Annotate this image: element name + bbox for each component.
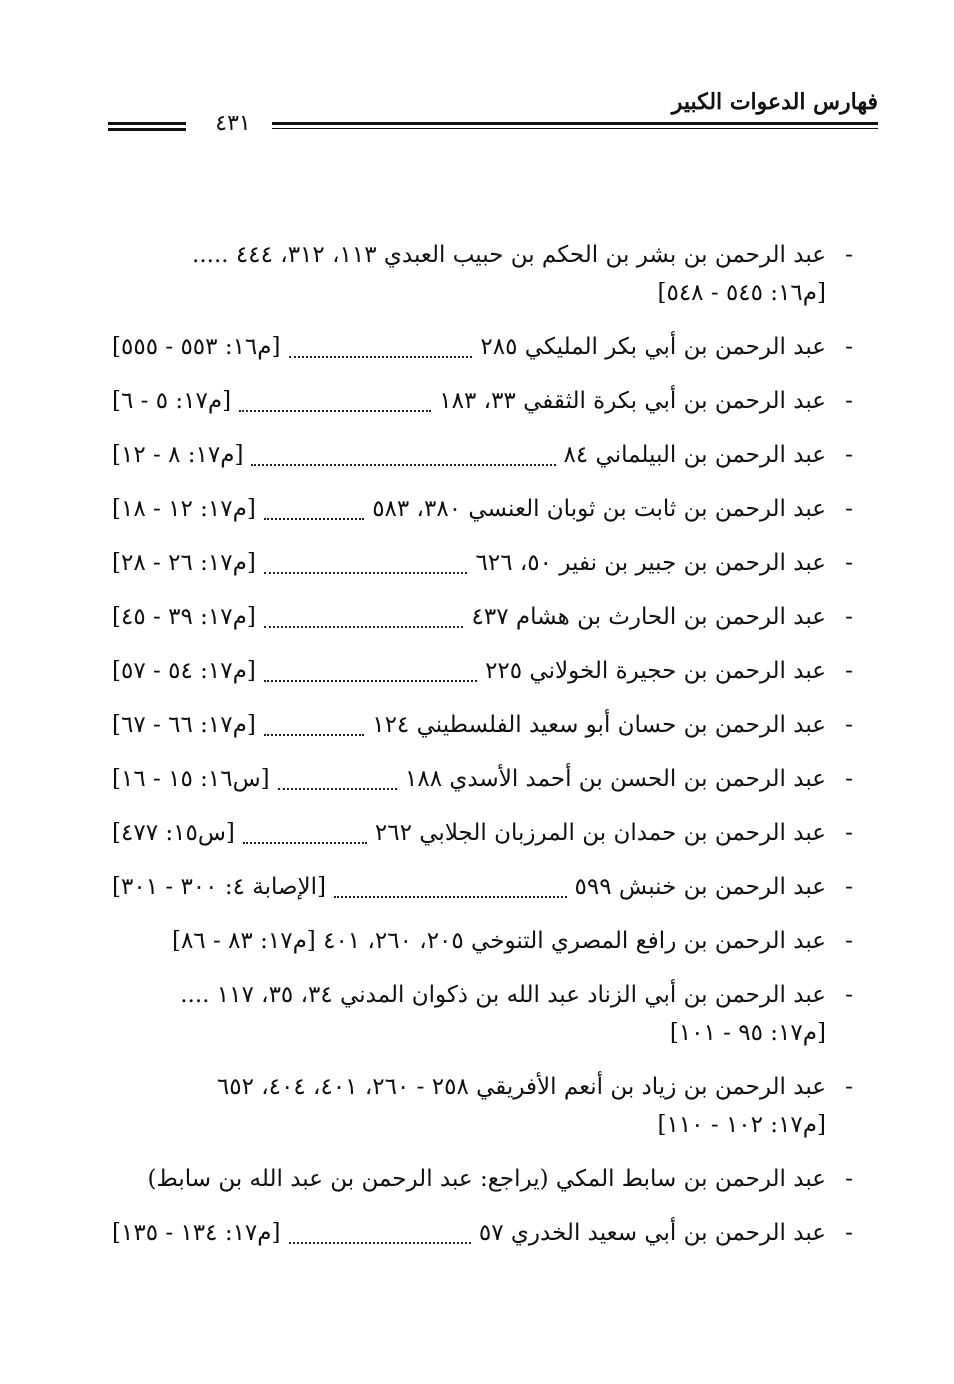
dot-leader xyxy=(278,788,397,790)
index-entry xyxy=(112,976,858,1052)
dot-leader xyxy=(264,734,364,736)
entry-text: عبد الرحمن بن الحسن بن أحمد الأسدي ١٨٨ xyxy=(404,766,826,792)
dot-leader xyxy=(243,842,367,844)
entry-ref: [س١٦: ١٥ - ١٦] xyxy=(112,766,270,792)
index-entry xyxy=(112,382,858,420)
entry-dash: - xyxy=(845,388,853,414)
entry-dash: - xyxy=(845,604,853,630)
entry-text: عبد الرحمن بن حجيرة الخولاني ٢٢٥ xyxy=(485,658,826,684)
index-entry xyxy=(112,760,858,798)
header-rule-right xyxy=(272,122,878,129)
entry-ref: [م١٧: ٥ - ٦] xyxy=(112,388,232,414)
dot-leader xyxy=(251,464,555,466)
index-entry xyxy=(112,652,858,690)
entry-ref: [م١٧: ٦٦ - ٦٧] xyxy=(112,712,256,738)
entry-ref: [م١٧: ٢٦ - ٢٨] xyxy=(112,550,256,576)
entry-dash: - xyxy=(845,1220,853,1246)
dot-leader xyxy=(289,1242,471,1244)
entry-dash: - xyxy=(845,1166,853,1192)
dot-leader xyxy=(264,680,477,682)
entry-text: عبد الرحمن بن أبي بكر المليكي ٢٨٥ xyxy=(480,334,826,360)
entry-ref: [س١٥: ٤٧٧] xyxy=(112,820,235,846)
index-entry xyxy=(112,1068,858,1144)
entry-text: عبد الرحمن بن رافع المصري التنوخي ٢٠٥، ٢٦٠، ٤٠١ [م١٧: ٨٣ - ٨٦] xyxy=(171,928,826,954)
entry-ref: [م١٧: ٣٩ - ٤٥] xyxy=(112,604,256,630)
entry-text: عبد الرحمن بن حسان أبو سعيد الفلسطيني ١٢٤ xyxy=(372,712,826,738)
entry-dash: - xyxy=(845,874,853,900)
entry-text: عبد الرحمن بن خنبش ٥٩٩ xyxy=(574,874,826,900)
entry-text: عبد الرحمن بن حمدان بن المرزبان الجلابي ٢٦٢ xyxy=(374,820,826,846)
entry-text: عبد الرحمن بن أبي بكرة الثقفي ٣٣، ١٨٣ xyxy=(439,388,826,414)
dot-leader xyxy=(264,626,464,628)
entry-dash: - xyxy=(845,242,853,268)
dot-leader xyxy=(264,518,364,520)
page-number: ٤٣١ xyxy=(196,112,270,136)
entry-ref: [م١٦: ٥٥٣ - ٥٥٥] xyxy=(112,334,281,360)
entry-text: عبد الرحمن بن ثابت بن ثوبان العنسي ٣٨٠، ٥٨٣ xyxy=(372,496,826,522)
index-entry xyxy=(112,868,858,906)
entry-text: عبد الرحمن بن الحارث بن هشام ٤٣٧ xyxy=(471,604,826,630)
dot-leader xyxy=(334,896,567,898)
index-entry xyxy=(112,598,858,636)
entry-ref: [م١٧: ١٠٢ - ١١٠] xyxy=(657,1112,826,1138)
entry-ref: [م١٧: ٥٤ - ٥٧] xyxy=(112,658,256,684)
entry-dash: - xyxy=(845,712,853,738)
entry-ref: [م١٦: ٥٤٥ - ٥٤٨] xyxy=(657,280,826,306)
dot-leader xyxy=(289,356,473,358)
index-entry xyxy=(112,922,858,960)
entry-dash: - xyxy=(845,550,853,576)
entry-dash: - xyxy=(845,766,853,792)
entry-text: عبد الرحمن بن أبي الزناد عبد الله بن ذكوان المدني ٣٤، ٣٥، ١١٧ .... xyxy=(180,982,826,1008)
entry-ref: [م١٧: ١٣٤ - ١٣٥] xyxy=(112,1220,281,1246)
entry-text: عبد الرحمن بن سابط المكي (يراجع: عبد الرحمن بن عبد الله بن سابط) xyxy=(147,1166,826,1192)
entry-text: عبد الرحمن بن زياد بن أنعم الأفريقي ٢٥٨ - ٢٦٠، ٤٠١، ٤٠٤، ٦٥٢ xyxy=(216,1074,826,1100)
dot-leader xyxy=(264,572,468,574)
index-entry xyxy=(112,1214,858,1252)
entry-dash: - xyxy=(845,496,853,522)
entry-text: عبد الرحمن بن أبي سعيد الخدري ٥٧ xyxy=(478,1220,826,1246)
entry-text: عبد الرحمن بن بشر بن الحكم بن حبيب العبدي ١١٣، ٣١٢، ٤٤٤ ..... xyxy=(192,242,826,268)
index-entry xyxy=(112,814,858,852)
entry-text: عبد الرحمن بن البيلماني ٨٤ xyxy=(563,442,826,468)
entry-dash: - xyxy=(845,658,853,684)
entry-ref: [الإصابة ٤: ٣٠٠ - ٣٠١] xyxy=(112,874,326,900)
index-entry xyxy=(112,236,858,312)
running-title: فهارس الدعوات الكبير xyxy=(671,89,878,115)
index-entry xyxy=(112,436,858,474)
entry-ref: [م١٧: ٨ - ١٢] xyxy=(112,442,244,468)
entry-ref: [م١٧: ١٢ - ١٨] xyxy=(112,496,256,522)
entry-dash: - xyxy=(845,442,853,468)
entry-text: عبد الرحمن بن جبير بن نفير ٥٠، ٦٢٦ xyxy=(475,550,826,576)
index-entry xyxy=(112,328,858,366)
entry-dash: - xyxy=(845,928,853,954)
index-entry xyxy=(112,706,858,744)
entry-dash: - xyxy=(845,982,853,1008)
entry-dash: - xyxy=(845,1074,853,1100)
page-header xyxy=(108,88,878,138)
index-entry xyxy=(112,1160,858,1198)
entry-dash: - xyxy=(845,820,853,846)
entry-ref: [م١٧: ٩٥ - ١٠١] xyxy=(669,1020,826,1046)
index-entries xyxy=(112,236,858,1268)
header-rule-left xyxy=(108,122,186,134)
dot-leader xyxy=(239,410,431,412)
index-entry xyxy=(112,490,858,528)
entry-dash: - xyxy=(845,334,853,360)
index-entry xyxy=(112,544,858,582)
